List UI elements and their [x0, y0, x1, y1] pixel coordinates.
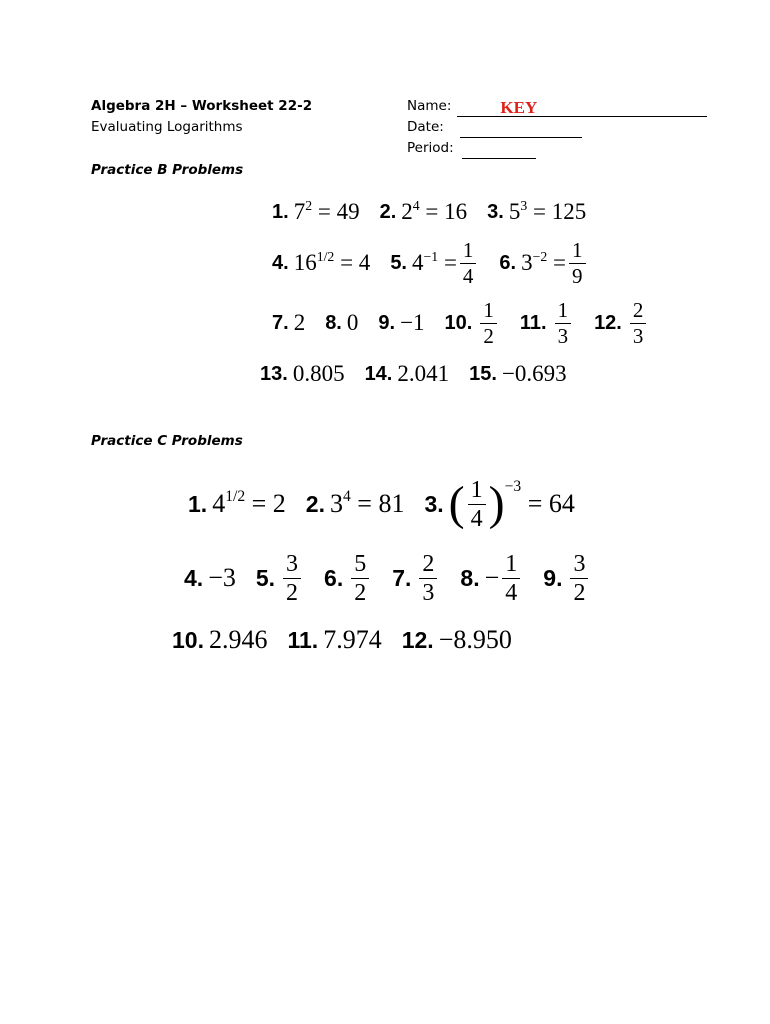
answer-item: [306, 489, 405, 519]
fraction: [555, 297, 572, 348]
equals: =: [443, 250, 457, 275]
problem-number: 13.: [260, 362, 288, 385]
answer-item: [469, 361, 567, 387]
exponent: −3: [504, 477, 522, 495]
numerator: 1: [480, 300, 497, 324]
denominator: 3: [632, 323, 644, 348]
denominator: 4: [462, 263, 474, 288]
numerator: 1: [460, 240, 477, 264]
fraction: [480, 297, 497, 348]
base: 5: [508, 199, 521, 224]
denominator: 3: [422, 579, 435, 606]
answer-value: −0.693: [501, 361, 567, 386]
result: = 4: [340, 250, 371, 275]
denominator: 2: [573, 579, 586, 606]
exponent: −2: [532, 248, 548, 264]
problem-number: 3.: [487, 200, 504, 223]
fraction: [283, 552, 301, 605]
answer-item: [260, 361, 345, 387]
practice-c-row-1: [188, 474, 595, 534]
student-info: [407, 96, 707, 159]
numerator: 1: [555, 300, 572, 324]
topic-title: Evaluating Logarithms: [91, 119, 243, 135]
numerator: 3: [570, 552, 588, 579]
answer-item: [378, 310, 424, 336]
denominator: 9: [572, 263, 583, 288]
result: = 49: [317, 199, 360, 224]
answer-item: [487, 199, 586, 225]
problem-number: 11.: [287, 626, 319, 653]
practice-b-row-2: [272, 238, 609, 288]
problem-number: 10.: [172, 626, 204, 653]
fraction: [460, 237, 477, 288]
problem-number: 2.: [379, 200, 397, 223]
answer-item: [390, 237, 479, 288]
numerator: 2: [630, 300, 647, 324]
base: 4: [412, 250, 424, 275]
answer-item: [460, 552, 523, 605]
answer-value: −1: [400, 310, 425, 335]
answer-item: [424, 478, 574, 531]
practice-b-row-1: [272, 196, 606, 228]
answer-item: [325, 310, 358, 336]
problem-number: 12.: [594, 311, 622, 334]
problem-number: 3.: [424, 490, 444, 517]
date-label: Date:: [407, 119, 444, 135]
answer-value: 0.805: [292, 361, 345, 386]
answer-value: −8.950: [438, 625, 512, 654]
answer-item: [402, 625, 512, 655]
course-title: Algebra 2H – Worksheet 22-2: [91, 98, 313, 114]
problem-number: 14.: [364, 362, 393, 385]
base: 3: [329, 489, 343, 518]
problem-number: 6.: [499, 251, 517, 274]
exponent: −1: [423, 248, 439, 264]
exponent: 4: [342, 487, 351, 505]
fraction: [569, 237, 586, 288]
base: 4: [212, 489, 226, 518]
practice-c-title: Practice C Problems: [91, 433, 243, 449]
answer-item: [184, 563, 236, 593]
problem-number: 15.: [469, 362, 497, 385]
problem-number: 5.: [390, 251, 407, 274]
problem-number: 8.: [325, 311, 342, 334]
problem-number: 1.: [272, 200, 289, 223]
problem-number: 5.: [255, 564, 276, 591]
fraction: [630, 297, 647, 348]
fraction: [502, 552, 520, 605]
answer-item: [272, 199, 360, 225]
numerator: 3: [283, 552, 301, 579]
answer-value: 0: [346, 310, 359, 335]
practice-b-title: Practice B Problems: [91, 162, 244, 178]
answer-item: [272, 250, 370, 276]
fraction: [351, 552, 369, 605]
fraction: [468, 478, 486, 531]
name-label: Name:: [407, 98, 452, 114]
result: = 2: [251, 489, 286, 518]
answer-item: [324, 552, 372, 605]
answer-value: 2.041: [397, 361, 450, 386]
answer-item: [594, 297, 649, 348]
denominator: 4: [505, 579, 518, 606]
result: = 16: [425, 199, 468, 224]
problem-number: 9.: [378, 311, 396, 334]
answer-item: [256, 552, 304, 605]
numerator: 1: [502, 552, 520, 579]
answer-value: 2.946: [208, 625, 268, 654]
numerator: 1: [468, 478, 486, 505]
practice-b-row-3: [272, 298, 649, 348]
answer-item: [365, 361, 450, 387]
answer-value: 2: [293, 310, 306, 335]
numerator: 2: [419, 552, 437, 579]
practice-c-row-2: [184, 550, 591, 606]
answer-item: [380, 199, 468, 225]
practice-b-row-4: [260, 358, 587, 390]
problem-number: 9.: [543, 564, 563, 591]
exponent: 2: [305, 197, 313, 213]
name-field: [457, 98, 707, 117]
answer-item: [543, 552, 591, 605]
denominator: 3: [557, 323, 569, 348]
problem-number: 1.: [188, 490, 208, 517]
practice-c-row-3: [172, 622, 532, 658]
name-value: KEY: [500, 98, 538, 117]
problem-number: 10.: [444, 311, 473, 334]
fraction: [570, 552, 588, 605]
denominator: 2: [354, 579, 367, 606]
right-paren: ): [488, 477, 505, 530]
negative-sign: −: [484, 563, 500, 592]
equals: =: [553, 250, 567, 275]
result: = 125: [533, 199, 587, 224]
result: = 81: [357, 489, 405, 518]
denominator: 2: [286, 579, 299, 606]
exponent: 3: [520, 197, 528, 213]
problem-number: 4.: [272, 251, 289, 274]
problem-number: 11.: [519, 311, 547, 334]
numerator: 1: [569, 240, 586, 264]
problem-number: 4.: [184, 564, 204, 591]
period-label: Period:: [407, 140, 454, 156]
exponent: 1/2: [316, 248, 335, 264]
fraction: [419, 552, 437, 605]
problem-number: 2.: [305, 490, 325, 517]
denominator: 2: [483, 323, 494, 348]
base: 7: [293, 199, 306, 224]
answer-item: [188, 489, 286, 519]
base: 16: [293, 250, 317, 275]
worksheet-header: [91, 96, 312, 138]
answer-value: −3: [208, 563, 236, 592]
problem-number: 7.: [392, 564, 412, 591]
problem-number: 7.: [272, 311, 289, 334]
answer-item: [287, 625, 381, 655]
denominator: 4: [470, 505, 483, 532]
answer-value: 7.974: [323, 625, 382, 654]
problem-number: 8.: [460, 564, 480, 591]
numerator: 5: [351, 552, 369, 579]
base: 2: [401, 199, 413, 224]
answer-item: [272, 310, 305, 336]
period-field: [462, 143, 536, 159]
answer-item: [172, 625, 267, 655]
exponent: 4: [412, 197, 420, 213]
date-field: [460, 122, 582, 138]
problem-number: 6.: [324, 564, 344, 591]
answer-item: [444, 297, 500, 348]
problem-number: 12.: [401, 626, 434, 653]
exponent: 1/2: [225, 487, 246, 505]
result: = 64: [527, 489, 575, 518]
answer-item: [499, 237, 588, 288]
parenthesized-fraction: [449, 478, 505, 531]
base: 3: [521, 250, 533, 275]
answer-item: [392, 552, 440, 605]
left-paren: (: [448, 477, 465, 530]
answer-item: [519, 297, 574, 348]
